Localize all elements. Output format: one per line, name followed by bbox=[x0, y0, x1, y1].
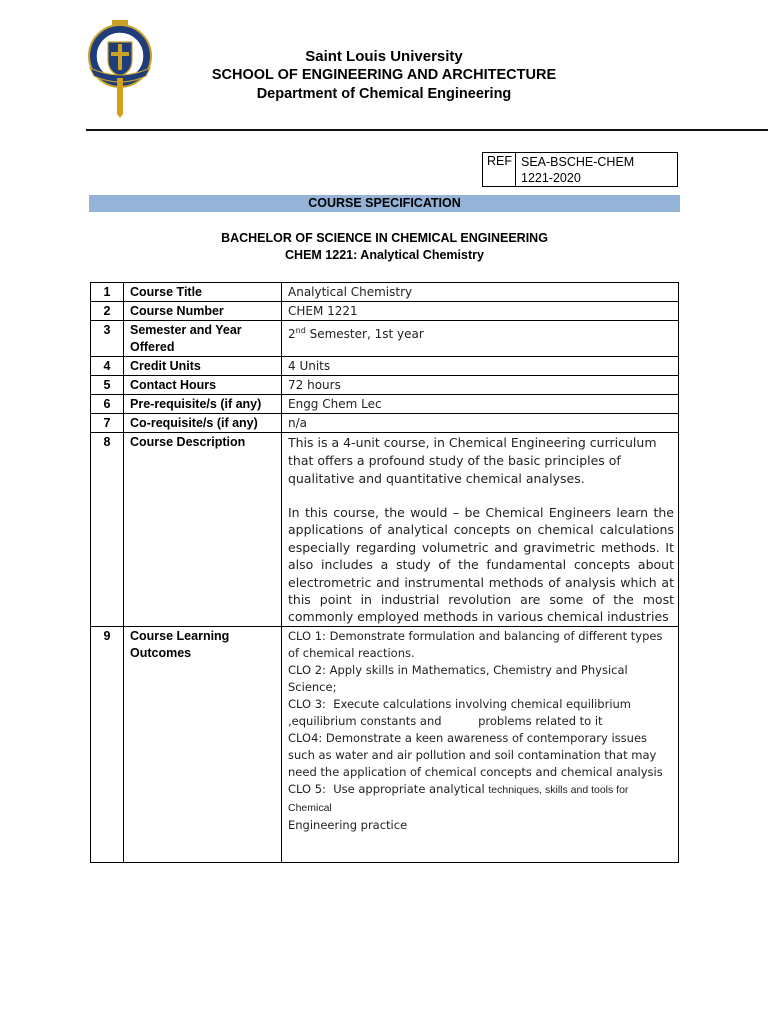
section-band-title: COURSE SPECIFICATION bbox=[89, 195, 680, 212]
school-name: SCHOOL OF ENGINEERING AND ARCHITECTURE bbox=[211, 67, 557, 83]
header-divider bbox=[86, 129, 768, 131]
table-row bbox=[91, 626, 679, 862]
row-value: CHEM 1221 bbox=[282, 302, 679, 321]
clo-item: Engineering practice bbox=[288, 817, 408, 832]
learning-outcomes bbox=[282, 626, 679, 862]
department-name: Department of Chemical Engineering bbox=[256, 86, 512, 102]
reference-code-line1: SEA-BSCHE-CHEM bbox=[521, 155, 635, 169]
course-heading: CHEM 1221: Analytical Chemistry bbox=[285, 248, 484, 262]
row-number: 2 bbox=[91, 302, 124, 321]
table-row bbox=[91, 395, 679, 414]
row-label: Semester and Year Offered bbox=[124, 321, 282, 357]
row-value: n/a bbox=[282, 414, 679, 433]
description-paragraph-1: This is a 4-unit course, in Chemical Engineering curriculum that offers a profound study of the basic principles of qualitative and quantitative chemical analyses. bbox=[288, 435, 657, 486]
program-name: BACHELOR OF SCIENCE IN CHEMICAL ENGINEERING bbox=[221, 231, 548, 245]
row-number: 8 bbox=[91, 433, 124, 627]
clo5-part-a: CLO 5: Use appropriate analytical bbox=[288, 781, 489, 796]
row-number: 5 bbox=[91, 376, 124, 395]
clo5-part-b: techniques, skills and tools for Chemical bbox=[288, 783, 629, 814]
table-row bbox=[91, 302, 679, 321]
description-paragraph-2: In this course, the would – be Chemical Engineers learn the applications of analytical concepts on chemical calculations especially regarding volumetric and gravimetric methods. It also includes a study of the fundamental concepts about electrometric and instrumental methods of analysis which at this point in industrial revolution are some of the most commonly employed methods in various chemical industries bbox=[288, 505, 674, 625]
clo-item bbox=[288, 781, 674, 817]
semester-ordinal: nd bbox=[295, 326, 306, 335]
row-label: Co-requisite/s (if any) bbox=[124, 414, 282, 433]
row-value: Analytical Chemistry bbox=[282, 283, 679, 302]
row-number: 7 bbox=[91, 414, 124, 433]
table-row bbox=[91, 321, 679, 357]
course-description bbox=[282, 433, 679, 627]
clo-item: CLO4: Demonstrate a keen awareness of contemporary issues such as water and air pollution and soil contamination that may need the application of chemical concepts and chemical analysis bbox=[288, 730, 663, 779]
table-row bbox=[91, 414, 679, 433]
reference-box bbox=[482, 152, 678, 187]
row-label: Contact Hours bbox=[124, 376, 282, 395]
row-number: 6 bbox=[91, 395, 124, 414]
row-value: 72 hours bbox=[282, 376, 679, 395]
semester-rest: Semester, 1st year bbox=[305, 327, 424, 341]
table-row bbox=[91, 433, 679, 627]
university-name: Saint Louis University bbox=[305, 48, 463, 65]
reference-code-line2: 1221-2020 bbox=[521, 171, 581, 185]
reference-label: REF bbox=[483, 153, 516, 186]
table-row bbox=[91, 283, 679, 302]
row-label: Course Description bbox=[124, 433, 282, 627]
clo-item: CLO 1: Demonstrate formulation and balancing of different types of chemical reactions. bbox=[288, 628, 663, 660]
row-number: 1 bbox=[91, 283, 124, 302]
reference-code bbox=[516, 153, 677, 186]
row-label: Course Title bbox=[124, 283, 282, 302]
row-number: 4 bbox=[91, 357, 124, 376]
table-row bbox=[91, 376, 679, 395]
table-row bbox=[91, 357, 679, 376]
clo-item: CLO 2: Apply skills in Mathematics, Chemistry and Physical Science; bbox=[288, 662, 628, 694]
row-label: Pre-requisite/s (if any) bbox=[124, 395, 282, 414]
row-label: Course Number bbox=[124, 302, 282, 321]
course-spec-table bbox=[90, 282, 679, 863]
university-seal-logo bbox=[86, 16, 154, 118]
row-label: Course Learning Outcomes bbox=[124, 626, 282, 862]
row-number: 9 bbox=[91, 626, 124, 862]
program-heading bbox=[89, 230, 680, 264]
row-label: Credit Units bbox=[124, 357, 282, 376]
row-value bbox=[282, 321, 679, 357]
clo-item: CLO 3: Execute calculations involving chemical equilibrium ,equilibrium constants and problems related to it bbox=[288, 696, 635, 728]
document-header bbox=[180, 47, 588, 104]
row-value: 4 Units bbox=[282, 357, 679, 376]
row-value: Engg Chem Lec bbox=[282, 395, 679, 414]
row-number: 3 bbox=[91, 321, 124, 357]
semester-number: 2 bbox=[288, 327, 296, 341]
